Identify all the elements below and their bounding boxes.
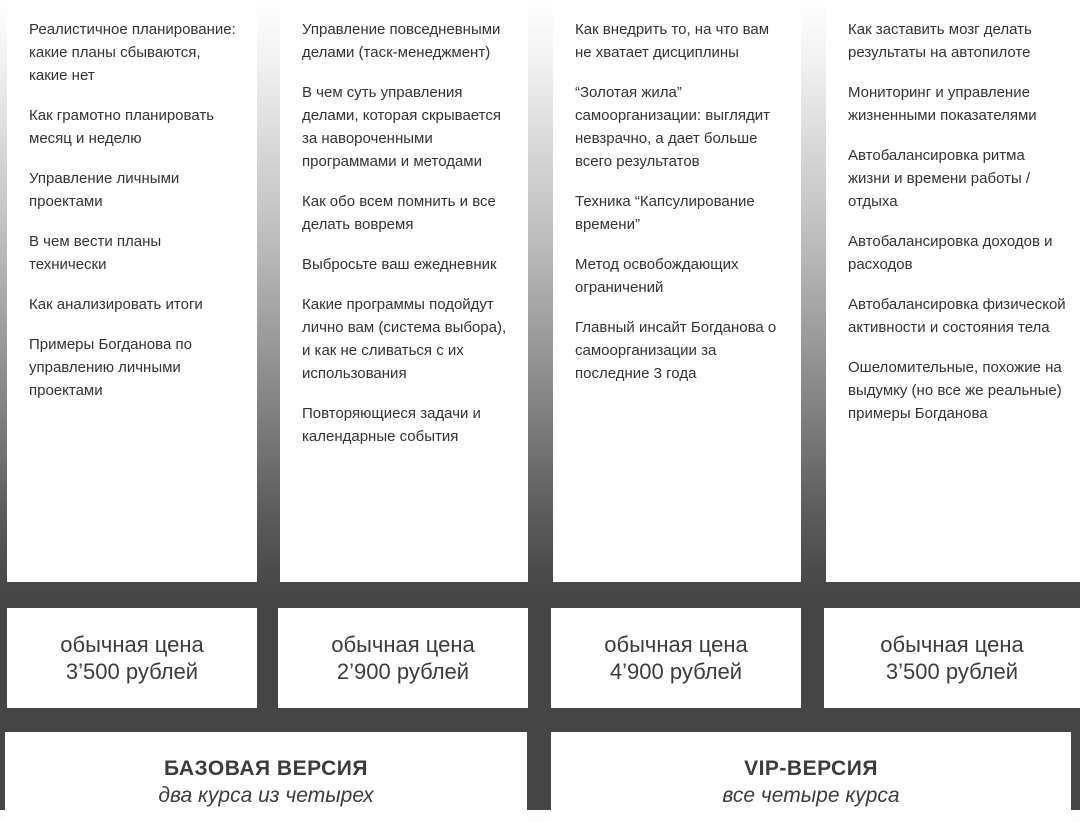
vip-plan-card[interactable] [551,732,1071,822]
feature-item: Управление повседневными делами (таск-менеджмент) [302,21,501,61]
plan-subtitle: все четыре курса [722,784,900,807]
price-card-1 [7,608,257,708]
feature-item: Как грамотно планировать месяц и неделю [29,107,215,147]
feature-item: Мониторинг и управление жизненными показателями [848,84,1037,124]
price-value: 2’900 рублей [336,659,470,684]
feature-item: Техника “Капсулирование времени” [575,193,755,233]
price-label: обычная цена [60,632,204,657]
feature-item: Ошеломительные, похожие на выдумку (но все же реальные) примеры Богданова [848,359,1062,422]
feature-item: Автобалансировка доходов и расходов [848,233,1053,273]
plan-title: БАЗОВАЯ ВЕРСИЯ [164,757,368,780]
feature-item: Выбросьте ваш ежедневник [302,256,497,273]
price-value: 4’900 рублей [609,659,743,684]
price-label: обычная цена [604,632,748,657]
course-features-card-3 [553,0,801,582]
feature-item: “Золотая жила” самоорганизации: выглядит невзрачно, а дает больше всего результатов [575,84,770,170]
feature-list [575,18,783,385]
plan-subtitle: два курса из четырех [158,784,374,807]
price-value: 3’500 рублей [65,659,199,684]
course-features-card-4 [826,0,1080,582]
feature-item: В чем суть управления делами, которая скрывается за навороченными программами и методами [302,84,501,170]
feature-item: Как обо всем помнить и все делать вовремя [302,193,496,233]
price-value: 3’500 рублей [885,659,1019,684]
feature-item: Реалистичное планирование: какие планы сбываются, какие нет [29,21,236,84]
feature-item: Как внедрить то, на что вам не хватает дисциплины [575,21,770,61]
feature-item: В чем вести планы технически [29,233,162,273]
feature-item: Примеры Богданова по управлению личными проектами [29,336,192,399]
price-label: обычная цена [331,632,475,657]
feature-item: Метод освобождающих ограничений [575,256,739,296]
feature-item: Повторяющиеся задачи и календарные события [302,405,481,445]
course-features-card-2 [280,0,528,582]
feature-item: Как заставить мозг делать результаты на автопилоте [848,21,1032,61]
feature-item: Автобалансировка ритма жизни и времени работы / отдыха [848,147,1031,210]
feature-item: Управление личными проектами [29,170,180,210]
price-card-3 [551,608,801,708]
feature-list [848,18,1070,425]
price-card-4 [824,608,1080,708]
basic-plan-card[interactable] [5,732,527,822]
price-label: обычная цена [880,632,1024,657]
course-features-card-1 [7,0,257,582]
feature-list [302,18,510,448]
plan-title: VIP-ВЕРСИЯ [744,757,878,780]
feature-list [29,18,239,402]
feature-item: Автобалансировка физической активности и состояния тела [848,296,1066,336]
feature-item: Какие программы подойдут лично вам (система выбора), и как не сливаться с их использования [302,296,507,382]
feature-item: Главный инсайт Богданова о самоорганизации за последние 3 года [575,319,777,382]
feature-item: Как анализировать итоги [29,296,203,313]
price-card-2 [278,608,528,708]
